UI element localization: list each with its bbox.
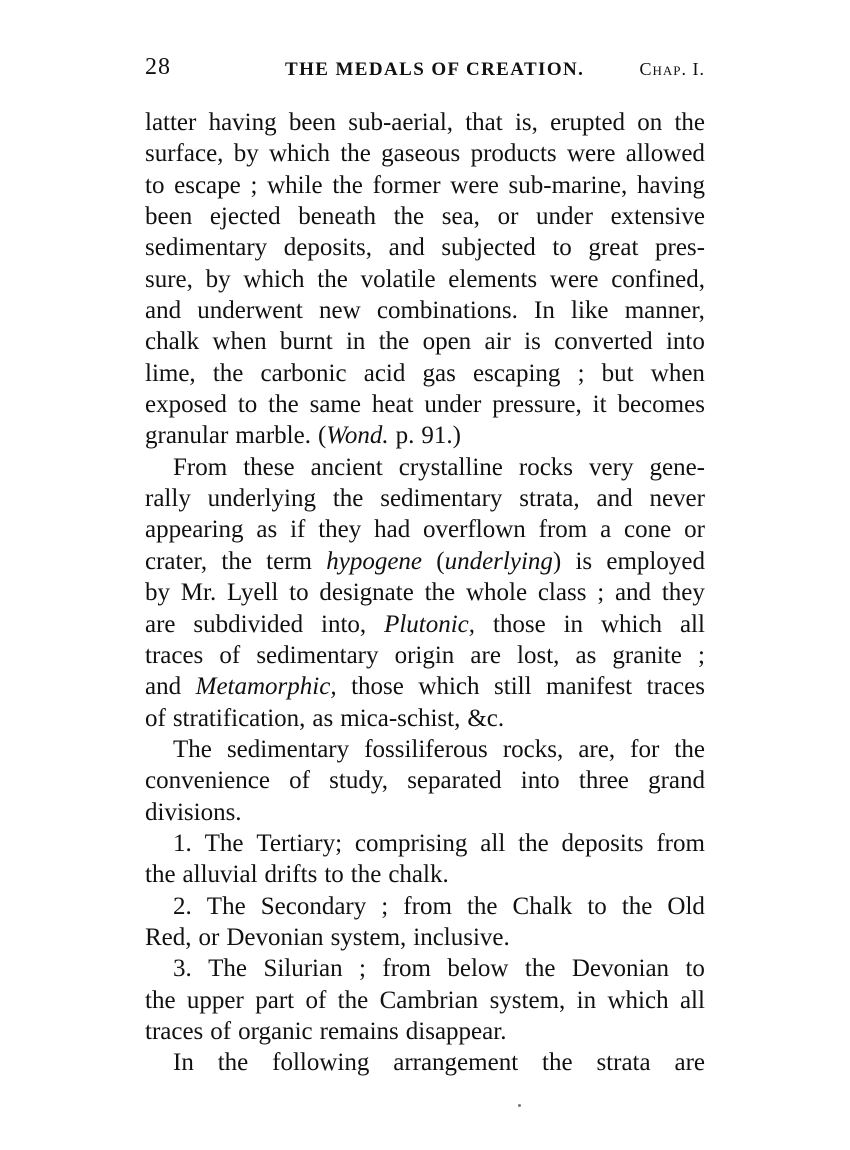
- word: origin: [394, 641, 455, 669]
- text-line: [145, 358, 705, 389]
- word: to: [145, 171, 165, 199]
- text-line: [145, 1047, 705, 1078]
- word: the: [393, 203, 425, 231]
- word: the: [268, 391, 299, 419]
- word: the: [378, 328, 410, 356]
- word: that: [465, 109, 503, 136]
- text-line: [145, 514, 705, 545]
- word: sedimentary: [226, 735, 350, 763]
- word: becomes: [617, 391, 705, 419]
- word: were: [566, 140, 616, 168]
- word: traces: [646, 673, 705, 701]
- word: drifts: [264, 861, 318, 889]
- word: which: [268, 140, 331, 168]
- word: allowed: [625, 140, 705, 168]
- word: marble.: [235, 422, 311, 450]
- body-text: [145, 107, 705, 1079]
- text-line: [145, 295, 705, 326]
- word: to: [552, 234, 572, 262]
- word: sure,: [145, 265, 193, 293]
- word: ;: [597, 579, 605, 607]
- word: whole: [465, 579, 528, 607]
- text-line: [145, 953, 705, 984]
- word: all: [679, 986, 705, 1014]
- word: these: [243, 453, 295, 481]
- word: the: [317, 265, 348, 293]
- word: Plutonic,: [384, 610, 476, 638]
- word: like: [571, 297, 609, 325]
- word: grand: [648, 767, 705, 795]
- text-line: [145, 264, 705, 295]
- word: in: [345, 328, 366, 356]
- word: it: [592, 391, 607, 419]
- word: which: [418, 673, 480, 701]
- text-line: [145, 546, 705, 577]
- word: beneath: [298, 203, 376, 231]
- word: Devonian: [226, 923, 324, 951]
- word: The: [173, 735, 212, 763]
- word: organic: [238, 1017, 313, 1045]
- page-number: 28: [145, 54, 171, 80]
- word: of: [219, 641, 241, 669]
- word: never: [649, 485, 705, 513]
- word: when: [212, 328, 267, 356]
- word: confined,: [611, 265, 705, 293]
- word: to: [324, 861, 344, 889]
- word: following: [272, 1049, 370, 1077]
- word: products: [470, 140, 557, 168]
- word: the: [340, 140, 371, 168]
- word: which: [607, 986, 669, 1014]
- word: and: [388, 234, 425, 262]
- word: or: [198, 923, 220, 951]
- word: system,: [489, 986, 566, 1014]
- word: as: [575, 641, 597, 669]
- word: (underlying): [436, 547, 562, 575]
- word: the: [674, 735, 705, 763]
- word: arrangement: [393, 1049, 519, 1077]
- word: Red,: [145, 923, 192, 951]
- text-line: [145, 420, 705, 451]
- word: been: [288, 109, 337, 136]
- word: ;: [359, 955, 366, 983]
- word: 2.: [173, 892, 192, 920]
- word: lime,: [145, 359, 196, 387]
- word: traces: [145, 1017, 204, 1045]
- text-line: [145, 1016, 705, 1047]
- word: alluvial: [182, 861, 258, 889]
- word: deposits: [561, 829, 644, 857]
- word: Mr.: [180, 579, 217, 607]
- running-title: THE MEDALS OF CREATION.: [285, 59, 585, 80]
- word: exposed: [145, 391, 227, 419]
- word: chalk.: [388, 861, 449, 889]
- word: all: [480, 829, 506, 857]
- text-line: [145, 389, 705, 420]
- word: manner,: [624, 297, 705, 325]
- running-head: [145, 54, 705, 90]
- word: below: [447, 955, 509, 983]
- text-line: [145, 452, 705, 483]
- word: comprising: [354, 829, 468, 857]
- word: the: [221, 547, 252, 575]
- word: to: [685, 955, 705, 983]
- word: Silurian: [263, 955, 343, 983]
- text-line: [145, 640, 705, 671]
- word: part: [255, 986, 295, 1014]
- word: had: [374, 516, 411, 544]
- word: pressure,: [492, 391, 582, 419]
- word: heat: [371, 391, 414, 419]
- word: the: [674, 109, 705, 136]
- word: converted: [554, 328, 653, 356]
- word: the: [332, 485, 364, 513]
- word: appearing: [145, 516, 244, 544]
- text-line: [145, 703, 705, 734]
- word: separated: [407, 767, 502, 795]
- chapter-label: Chap. I.: [639, 59, 705, 79]
- word: by: [205, 265, 231, 293]
- word: of: [305, 986, 327, 1014]
- word: term: [266, 547, 312, 575]
- word: In: [173, 1049, 194, 1077]
- word: system,: [330, 923, 407, 951]
- word: Old: [667, 892, 705, 920]
- word: into: [520, 767, 560, 795]
- word: the: [217, 1049, 249, 1077]
- word: the: [212, 359, 244, 387]
- word: mica-schist,: [340, 704, 461, 732]
- word: which: [600, 610, 663, 638]
- word: granular: [145, 422, 229, 450]
- word: great: [588, 234, 639, 262]
- text-line: [145, 232, 705, 263]
- word: in: [563, 610, 584, 638]
- word: a: [600, 516, 612, 544]
- word: having: [636, 171, 705, 199]
- word: been: [145, 203, 193, 231]
- word: of: [289, 767, 310, 795]
- word: as: [312, 704, 334, 732]
- word: very: [589, 453, 634, 481]
- word: on: [637, 109, 663, 136]
- word: chalk: [145, 328, 200, 356]
- word: in: [576, 986, 597, 1014]
- word: are: [470, 641, 501, 669]
- word: and: [145, 297, 182, 325]
- word: three: [578, 767, 629, 795]
- word: to: [289, 579, 309, 607]
- word: but: [601, 359, 634, 387]
- word: granite: [612, 641, 682, 669]
- text-line: [145, 201, 705, 232]
- word: &c.: [467, 704, 505, 732]
- word: hypogene: [326, 547, 423, 575]
- word: while: [267, 171, 323, 199]
- word: deposits,: [283, 234, 372, 262]
- word: lost,: [517, 641, 560, 669]
- word: rocks: [518, 453, 574, 481]
- text-line: [145, 859, 705, 890]
- word: of: [145, 704, 166, 732]
- text-line: [145, 170, 705, 201]
- word: as: [256, 516, 278, 544]
- word: strata: [596, 1049, 651, 1077]
- page-speck: [518, 1104, 521, 1107]
- word: inclusive.: [413, 923, 510, 951]
- word: of: [210, 1017, 232, 1045]
- word: subjected: [441, 234, 536, 262]
- word: extensive: [610, 203, 705, 231]
- word: the: [337, 986, 369, 1014]
- word: are,: [578, 735, 616, 763]
- word: underlying: [207, 485, 316, 513]
- text-line: [145, 922, 705, 953]
- word: carbonic: [260, 359, 347, 387]
- word: were: [549, 265, 599, 293]
- word: the: [145, 861, 176, 889]
- word: are: [674, 1049, 705, 1077]
- word: upper: [186, 986, 244, 1014]
- word: 91.): [421, 422, 461, 450]
- word: disappear.: [405, 1017, 507, 1045]
- word: the: [424, 579, 456, 607]
- word: or: [684, 516, 705, 544]
- word: sea,: [441, 203, 480, 231]
- word: is: [524, 328, 541, 356]
- word: if: [290, 516, 306, 544]
- word: rally: [145, 485, 191, 513]
- text-line: [145, 765, 705, 796]
- word: from: [382, 955, 431, 983]
- word: elements: [448, 265, 538, 293]
- word: which: [243, 265, 305, 293]
- text-line: [145, 891, 705, 922]
- word: they: [318, 516, 362, 544]
- word: combinations.: [376, 297, 518, 325]
- word: gene-: [649, 453, 705, 481]
- word: same: [309, 391, 361, 419]
- word: gaseous: [381, 140, 461, 168]
- word: the: [621, 892, 653, 920]
- word: Metamorphic,: [195, 673, 337, 701]
- word: study,: [329, 767, 388, 795]
- word: Lyell: [227, 579, 279, 607]
- text-line: [145, 734, 705, 765]
- word: Chalk: [512, 892, 573, 920]
- word: the: [542, 1049, 573, 1077]
- word: sedimentary: [380, 485, 503, 513]
- word: air: [484, 328, 511, 356]
- word: by: [145, 579, 170, 607]
- word: escaping: [472, 359, 561, 387]
- word: crater,: [145, 547, 208, 575]
- word: under: [536, 203, 593, 231]
- word: by: [233, 140, 259, 168]
- word: acid: [363, 359, 406, 387]
- word: strata,: [519, 485, 580, 513]
- text-line: [145, 326, 705, 357]
- word: overflown: [423, 516, 526, 544]
- word: In: [534, 297, 555, 325]
- word: still: [494, 673, 532, 701]
- word: the: [145, 986, 176, 1014]
- word: pres-: [655, 234, 705, 262]
- word: subdivided: [193, 610, 304, 638]
- word: the: [332, 171, 363, 199]
- word: all: [679, 610, 705, 638]
- word: when: [650, 359, 705, 387]
- word: to: [587, 892, 607, 920]
- text-line: [145, 985, 705, 1016]
- word: under: [424, 391, 482, 419]
- word: the: [524, 955, 556, 983]
- word: having: [208, 109, 277, 136]
- word: ;: [577, 359, 585, 387]
- word: escape: [174, 171, 241, 199]
- word: Tertiary;: [256, 829, 343, 857]
- word: and: [145, 673, 182, 701]
- word: ;: [250, 171, 258, 199]
- word: erupted: [550, 109, 626, 136]
- word: from: [538, 516, 588, 544]
- word: former: [372, 171, 441, 199]
- word: are: [145, 610, 176, 638]
- word: for: [630, 735, 660, 763]
- word: volatile: [360, 265, 436, 293]
- text-line: [145, 577, 705, 608]
- text-line: [145, 671, 705, 702]
- word: gas: [422, 359, 456, 387]
- word: The: [208, 955, 248, 983]
- word: stratification,: [172, 704, 306, 732]
- text-line: [145, 828, 705, 859]
- word: surface,: [145, 140, 224, 168]
- word: fossiliferous: [364, 735, 488, 763]
- word: open: [422, 328, 472, 356]
- word: they: [661, 579, 705, 607]
- word: ;: [697, 641, 705, 669]
- word: Secondary: [260, 892, 367, 920]
- word: remains: [319, 1017, 399, 1045]
- word: manifest: [546, 673, 633, 701]
- word: new: [319, 297, 361, 325]
- word: ancient: [310, 453, 383, 481]
- word: and: [614, 579, 652, 607]
- word: those: [351, 673, 404, 701]
- word: the: [518, 829, 549, 857]
- word: employed: [606, 547, 705, 575]
- word: The: [206, 892, 246, 920]
- word: divisions.: [145, 798, 242, 826]
- word: (Wond.: [317, 422, 389, 450]
- word: class: [537, 579, 587, 607]
- text-line: [145, 107, 705, 138]
- word: into: [665, 328, 705, 356]
- word: underwent: [197, 297, 303, 325]
- word: Devonian: [571, 955, 670, 983]
- word: crystalline: [398, 453, 503, 481]
- word: sedimentary: [256, 641, 379, 669]
- word: and: [596, 485, 633, 513]
- word: Cambrian: [379, 986, 479, 1014]
- word: ejected: [209, 203, 281, 231]
- word: into,: [321, 610, 367, 638]
- word: p.: [395, 422, 415, 450]
- word: The: [204, 829, 244, 857]
- word: from: [403, 892, 452, 920]
- word: burnt: [279, 328, 333, 356]
- word: From: [173, 453, 228, 481]
- word: to: [237, 391, 258, 419]
- word: from: [656, 829, 705, 857]
- word: the: [466, 892, 498, 920]
- word: 1.: [173, 829, 192, 857]
- word: is: [575, 547, 593, 575]
- word: convenience: [145, 767, 270, 795]
- word: is,: [514, 109, 538, 136]
- text-line: [145, 797, 705, 828]
- word: rocks,: [502, 735, 564, 763]
- word: sedimentary: [145, 234, 268, 262]
- word: cone: [624, 516, 672, 544]
- word: designate: [319, 579, 414, 607]
- word: ;: [381, 892, 389, 920]
- text-line: [145, 609, 705, 640]
- word: were: [450, 171, 499, 199]
- text-line: [145, 483, 705, 514]
- word: sub-marine,: [508, 171, 628, 199]
- word: latter: [145, 109, 197, 136]
- text-line: [145, 138, 705, 169]
- word: 3.: [173, 955, 192, 983]
- word: those: [492, 610, 546, 638]
- word: or: [497, 203, 519, 231]
- word: traces: [145, 641, 204, 669]
- word: the: [350, 861, 382, 889]
- word: sub-aerial,: [348, 109, 454, 136]
